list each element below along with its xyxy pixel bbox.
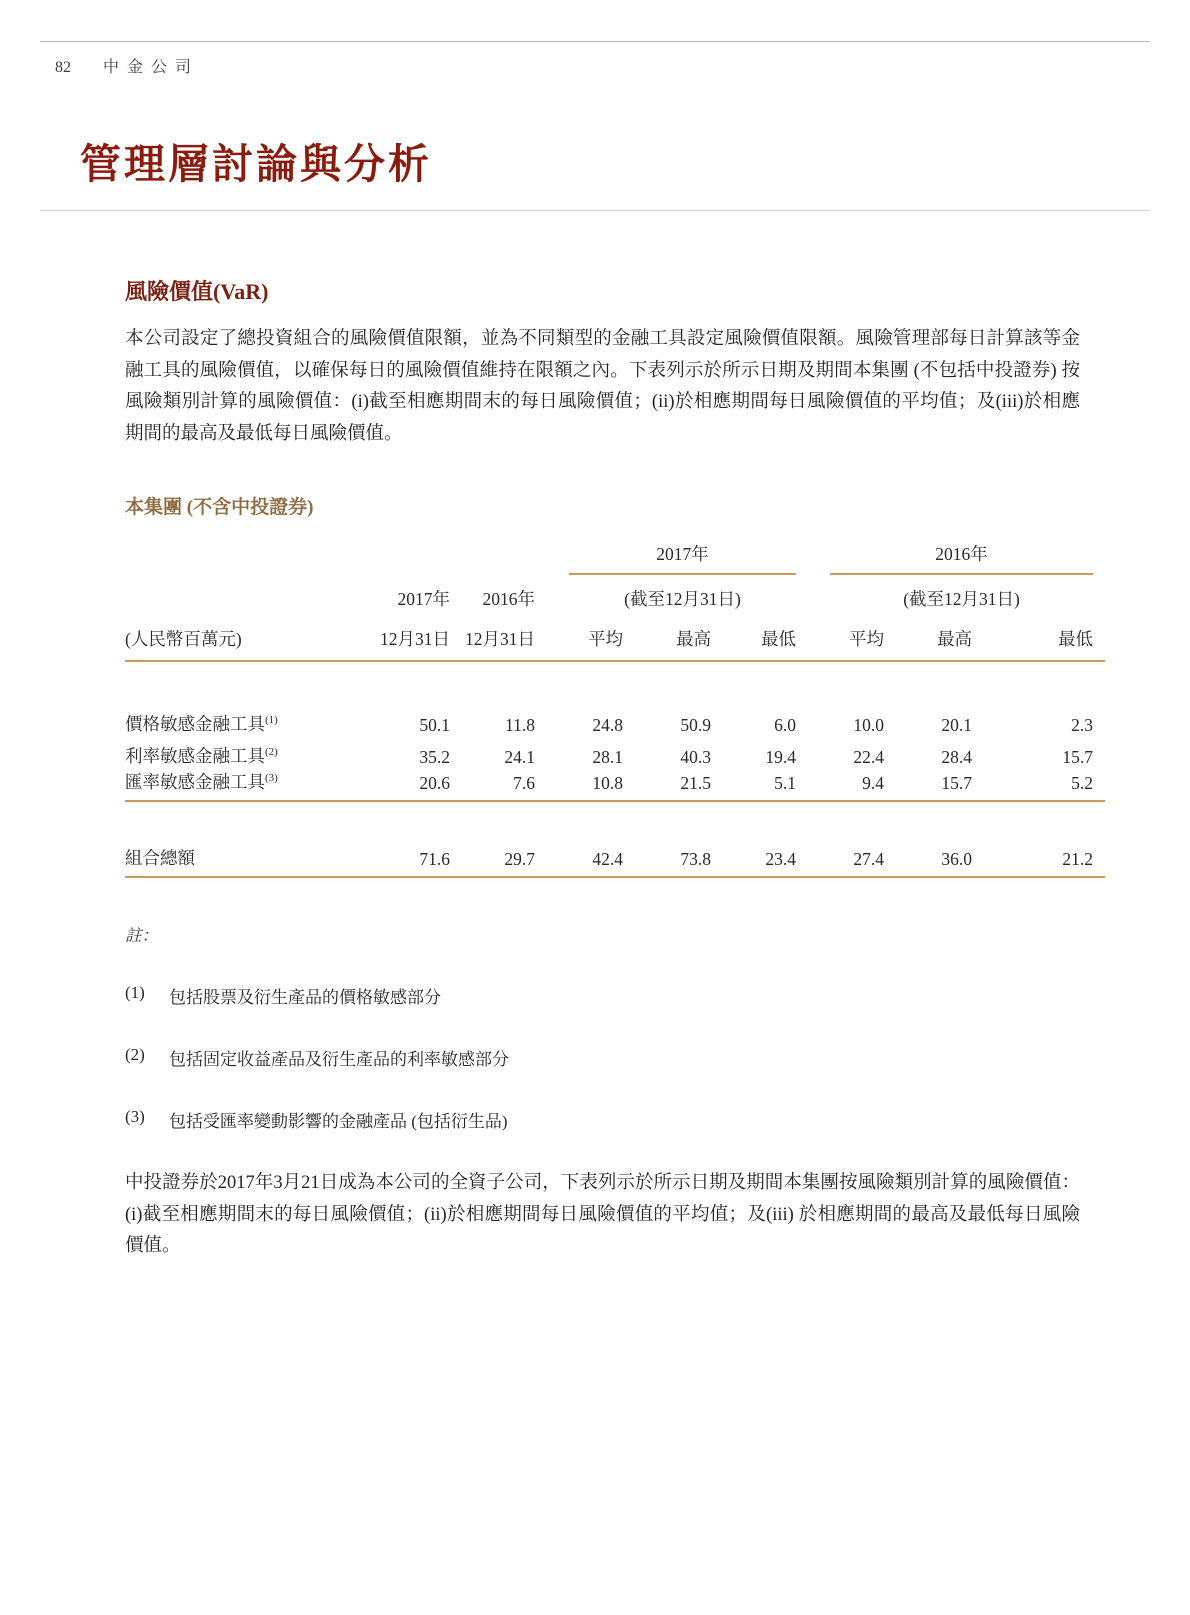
intro-paragraph: 本公司設定了總投資組合的風險價值限額，並為不同類型的金融工具設定風險價值限額。風險管理部每日計算該等金融工具的風險價值，以確保每日的風險價值維持在限額之內。下表列示於所示日期及期間本集團 (不包括中投證券) 按風險類別計算的風險價值：(i)截至相應期間末的每日風險價值；(ii)於相應期間每日風險價值的平均值；及(iii)於相應期間的最高及最低每日風險價值。 — [125, 329, 1080, 444]
cell: 10.0 — [853, 715, 885, 736]
cell: 24.1 — [504, 747, 535, 768]
cell: 5.2 — [972, 768, 1105, 801]
col-min-2016: 最低 — [972, 611, 1105, 661]
col-2017-date: 12月31日 — [365, 611, 450, 661]
row-label: 利率敏感金融工具$^{(2)}$ — [125, 746, 278, 767]
cell: 21.5 — [623, 768, 711, 801]
company-name: 中金公司 — [103, 59, 200, 76]
row-label: 匯率敏感金融工具$^{(3)}$ — [125, 768, 365, 801]
content-column — [125, 275, 1105, 1263]
cell: 23.4 — [711, 840, 796, 877]
table-spacer — [125, 801, 1105, 840]
note-1 — [125, 983, 1105, 1008]
group-2017-label: 2017年 — [569, 541, 796, 575]
cell: 20.6 — [365, 768, 450, 801]
col-max-2016: 最高 — [884, 611, 972, 661]
col-max-2017: 最高 — [623, 611, 711, 661]
table-row-total — [125, 840, 1105, 877]
cell: 42.4 — [535, 840, 623, 877]
col-min-2017: 最低 — [711, 611, 796, 661]
var-table — [125, 531, 1105, 878]
group-2016-label: 2016年 — [830, 541, 1093, 575]
note-text: 包括受匯率變動影響的金融產品 (包括衍生品) — [169, 1112, 508, 1132]
footnote-ref: (1) — [265, 714, 278, 727]
cell: 73.8 — [623, 840, 711, 877]
table-column-header-row — [125, 611, 1105, 661]
closing-paragraph: 中投證券於2017年3月21日成為本公司的全資子公司，下表列示於所示日期及期間本集團按風險類別計算的風險價值：(i)截至相應期間末的每日風險價值；(ii)於相應期間每日風險價值的平均值；及(iii) 於相應期間的最高及最低每日風險價值。 — [125, 1173, 1080, 1257]
note-text: 包括股票及衍生產品的價格敏感部分 — [169, 988, 441, 1008]
cell: 50.9 — [680, 715, 711, 736]
col-avg-2017: 平均 — [535, 611, 623, 661]
cell: 15.7 — [1062, 747, 1094, 768]
unit-label: (人民幣百萬元) — [125, 611, 365, 661]
group-2017-period: (截至12月31日) — [624, 589, 741, 610]
col-2017-year: 2017年 — [397, 589, 450, 610]
cell: 20.1 — [941, 715, 973, 736]
running-header — [40, 41, 1150, 77]
cell: 28.1 — [592, 747, 623, 768]
note-number: (1) — [125, 983, 145, 1003]
footnote-ref: (2) — [265, 746, 278, 759]
cell: 28.4 — [941, 747, 973, 768]
table-subheader-row — [125, 575, 1105, 611]
page-title: 管理層討論與分析 — [80, 141, 432, 187]
row-label: 價格敏感金融工具$^{(1)}$ — [125, 714, 278, 735]
cell: 6.0 — [774, 715, 797, 736]
cell: 9.4 — [796, 768, 884, 801]
cell: 5.1 — [711, 768, 796, 801]
col-2016-year: 2016年 — [482, 589, 535, 610]
table-row-rate-sensitive — [125, 736, 1105, 768]
cell: 19.4 — [765, 747, 797, 768]
cell: 10.8 — [535, 768, 623, 801]
group-2016-header — [796, 531, 1105, 575]
table-subheading: 本集團 (不含中投證券) — [125, 497, 314, 519]
table-row-fx-sensitive — [125, 768, 1105, 801]
cell: 36.0 — [884, 840, 972, 877]
note-text: 包括固定收益產品及衍生產品的利率敏感部分 — [169, 1050, 509, 1070]
notes-label: 註： — [125, 926, 158, 946]
footnote-ref: (3) — [265, 772, 278, 785]
title-divider — [40, 210, 1150, 211]
col-avg-2016: 平均 — [796, 611, 884, 661]
cell: 21.2 — [972, 840, 1105, 877]
table-group-header-row — [125, 531, 1105, 575]
note-number: (2) — [125, 1045, 145, 1065]
cell: 29.7 — [450, 840, 535, 877]
cell: 7.6 — [450, 768, 535, 801]
table-spacer — [125, 661, 1105, 704]
group-2017-header — [535, 531, 796, 575]
note-2 — [125, 1045, 1105, 1070]
cell: 24.8 — [592, 715, 623, 736]
group-2016-period: (截至12月31日) — [903, 589, 1020, 610]
cell: 11.8 — [505, 715, 535, 736]
note-3 — [125, 1107, 1105, 1132]
cell: 2.3 — [1071, 715, 1094, 736]
cell: 71.6 — [365, 840, 450, 877]
table-row-price-sensitive — [125, 704, 1105, 736]
cell: 27.4 — [796, 840, 884, 877]
cell: 40.3 — [680, 747, 711, 768]
page-number: 82 — [55, 59, 71, 76]
total-label: 組合總額 — [125, 840, 365, 877]
cell: 15.7 — [884, 768, 972, 801]
cell: 35.2 — [419, 747, 450, 768]
section-heading: 風險價值(VaR) — [125, 279, 269, 305]
cell: 22.4 — [853, 747, 885, 768]
cell: 50.1 — [419, 715, 450, 736]
col-2016-date: 12月31日 — [450, 611, 535, 661]
note-number: (3) — [125, 1107, 145, 1127]
